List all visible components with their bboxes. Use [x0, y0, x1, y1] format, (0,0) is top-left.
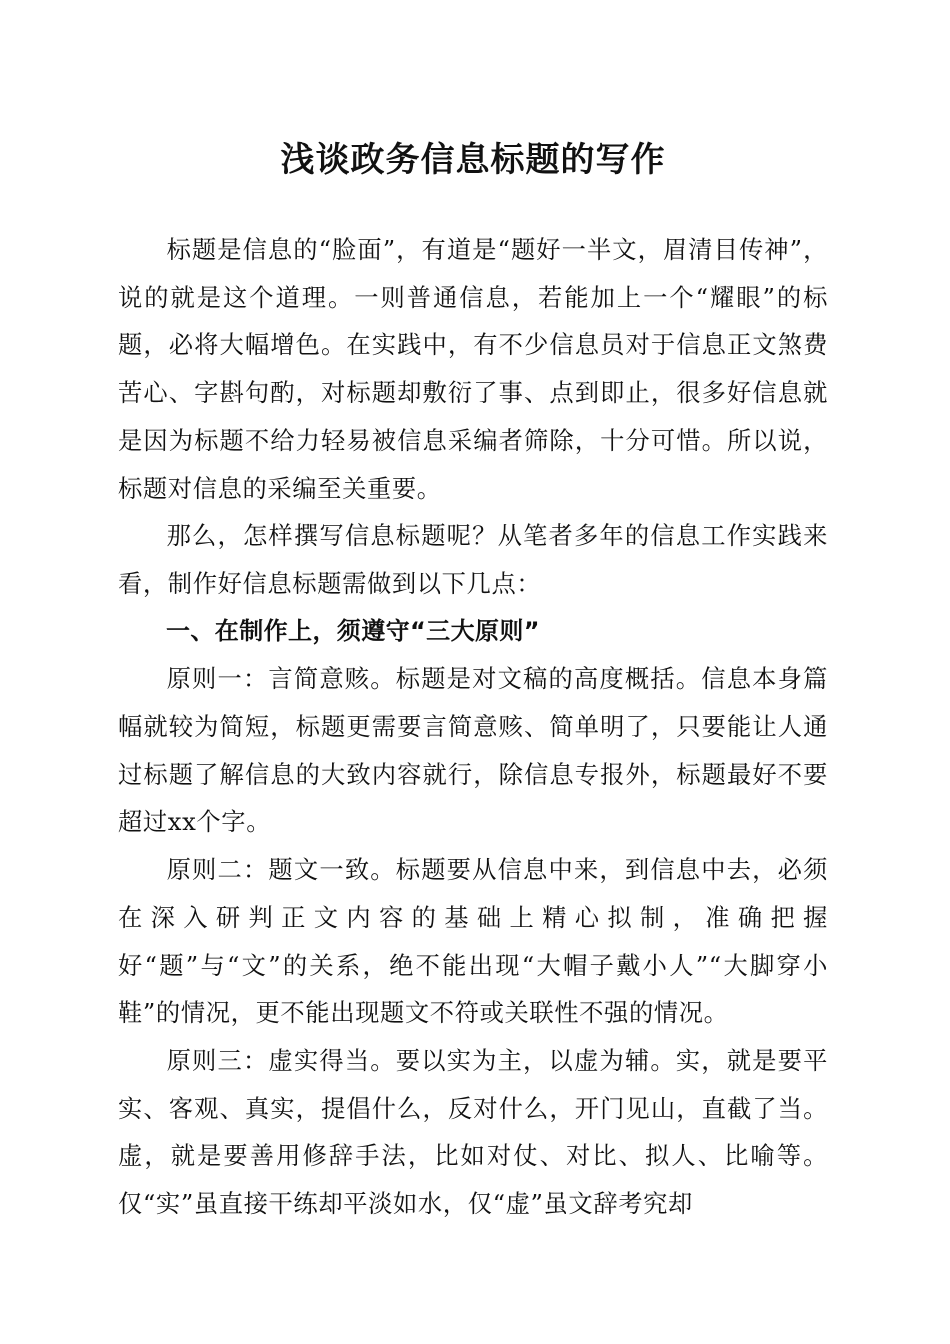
document-page [118, 130, 828, 1228]
question-paragraph: 那么，怎样撰写信息标题呢？从笔者多年的信息工作实践来看，制作好信息标题需做到以下几点： [118, 521, 828, 598]
section-heading: 一、在制作上，须遵守“三大原则” [166, 616, 540, 645]
principle-two-paragraph: 原则二：题文一致。标题要从信息中来，到信息中去，必须在深入研判正文内容的基础上精心拟制，准确把握好“题”与“文”的关系，绝不能出现“大帽子戴小人”“大脚穿小鞋”的情况，更不能出现题文不符或关联性不强的情况。 [118, 855, 828, 1028]
principle-three-paragraph: 原则三：虚实得当。要以实为主，以虚为辅。实，就是要平实、客观、真实，提倡什么，反对什么，开门见山，直截了当。虚，就是要善用修辞手法，比如对仗、对比、拟人、比喻等。仅“实”虽直接干练却平淡如水，仅“虚”虽文辞考究却 [118, 1045, 828, 1219]
principle-one-paragraph: 原则一：言简意赅。标题是对文稿的高度概括。信息本身篇幅就较为简短，标题更需要言简意赅、简单明了，只要能让人通过标题了解信息的大致内容就行，除信息专报外，标题最好不要超过xx个字。 [118, 664, 828, 837]
document-title: 浅谈政务信息标题的写作 [280, 140, 666, 180]
intro-paragraph: 标题是信息的“脸面”，有道是“题好一半文，眉清目传神”，说的就是这个道理。一则普通信息，若能加上一个“耀眼”的标题，必将大幅增色。在实践中，有不少信息员对于信息正文煞费苦心、字斟句酌，对标题却敷衍了事、点到即止，很多好信息就是因为标题不给力轻易被信息采编者筛除，十分可惜。所以说，标题对信息的采编至关重要。 [118, 235, 828, 503]
document-body [118, 226, 828, 1228]
